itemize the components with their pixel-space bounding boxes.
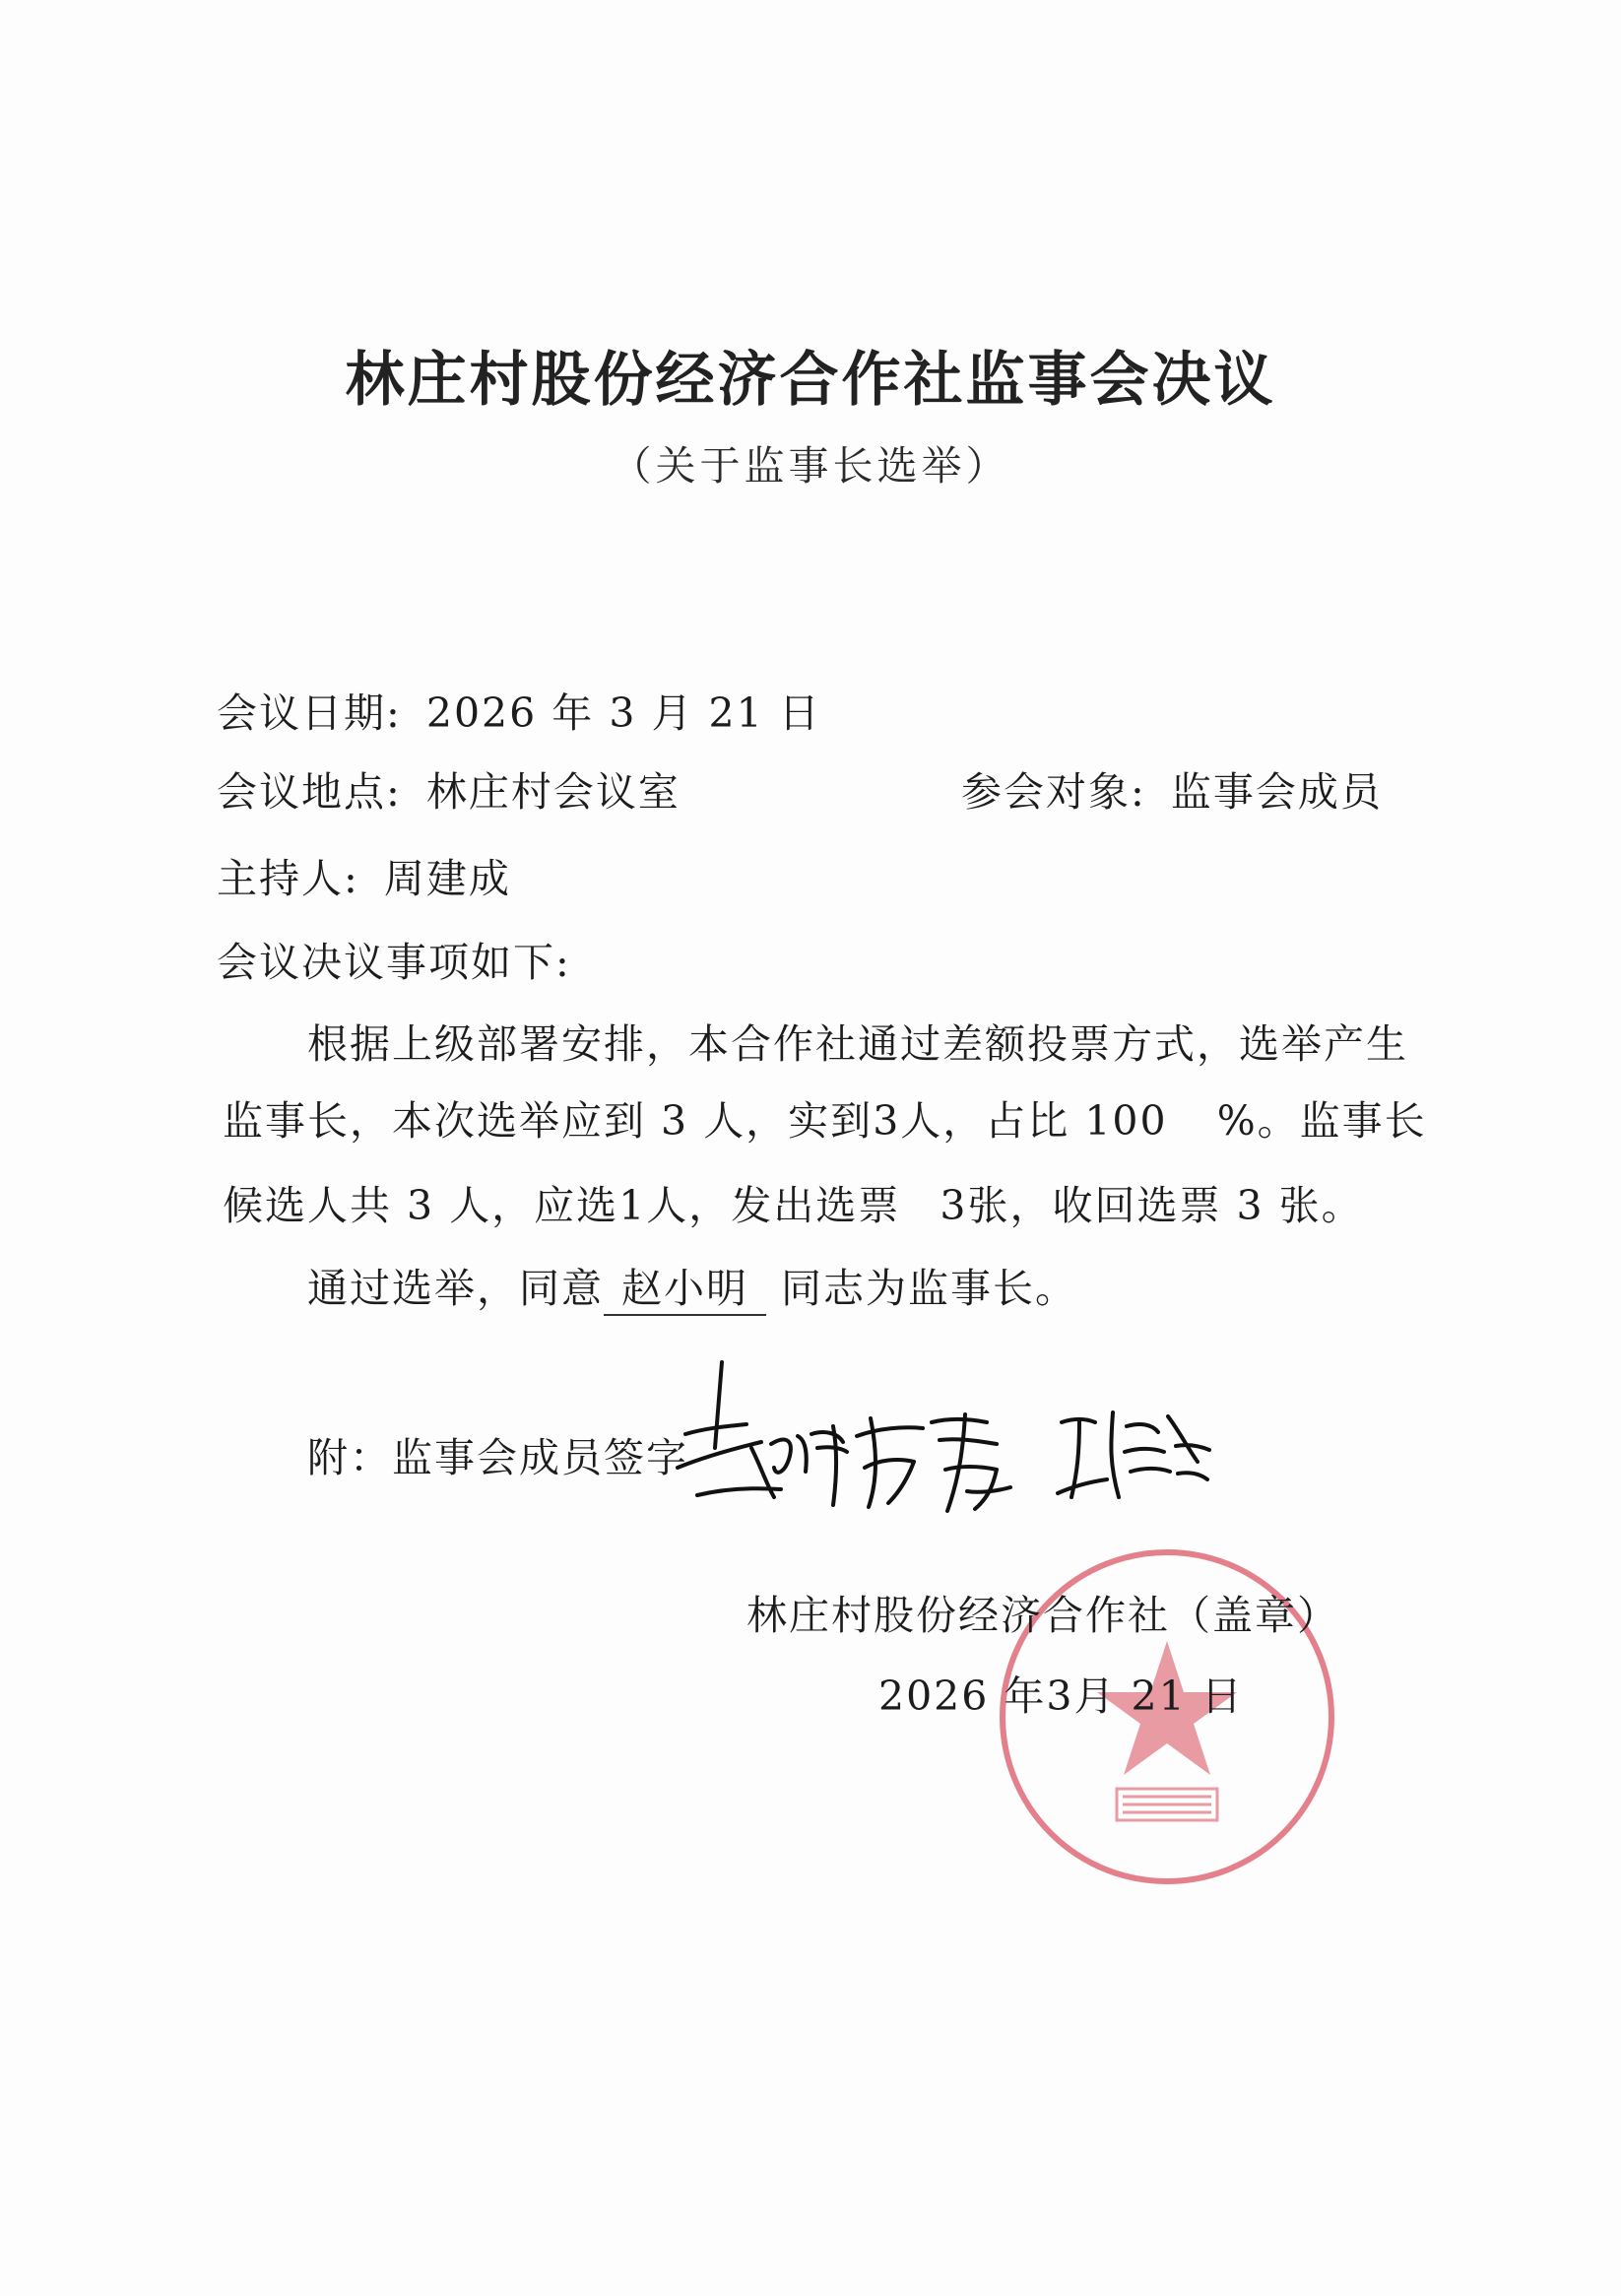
meeting-place-label: 会议地点: [217,768,402,816]
attendees-value: 监事会成员 [1170,768,1383,816]
attendance-ratio: 100 [1084,1097,1168,1145]
signing-date-month-char: 月 [1073,1673,1117,1720]
signing-date [878,1673,1244,1720]
actual-attend-count: 3 [873,1097,901,1145]
text-segment: 张，收回选票 [967,1182,1222,1229]
meeting-date-day: 21 [708,689,764,737]
meeting-date-label: 会议日期: [217,689,402,737]
signature-3-illustration [1050,1403,1217,1511]
election-result-line [307,1265,1078,1312]
text-segment: 人，发出选票 [646,1182,901,1229]
text-segment: 同志为监事长。 [781,1265,1078,1312]
attendees-label: 参会对象: [961,768,1146,816]
host-value: 周建成 [383,855,511,902]
signing-date-day: 21 [1131,1673,1187,1720]
signing-date-year-char: 年 [1004,1673,1047,1720]
attendees-row [961,768,1383,816]
meeting-place-value: 林庄村会议室 [425,768,681,816]
should-attend-count: 3 [661,1097,689,1145]
signature-1-illustration [668,1357,865,1525]
meeting-date-row [217,689,821,737]
returned-ballots: 3 [1236,1182,1264,1229]
meeting-date-month: 3 [609,689,637,737]
text-segment: 张。 [1278,1182,1364,1229]
meeting-date-year: 2026 [425,689,538,737]
text-segment: 人，实到 [703,1097,874,1145]
document-subtitle: （关于监事长选举） [611,442,1010,490]
text-segment: %。监事长 [1216,1097,1427,1145]
meeting-date-year-char: 年 [551,689,595,737]
body-paragraph-line-2 [223,1097,1427,1145]
host-label: 主持人: [217,855,359,902]
to-elect-count: 1 [618,1182,647,1229]
text-segment: 监事长，本次选举应到 [223,1097,646,1145]
text-segment: 人，占比 [900,1097,1070,1145]
issued-ballots: 3 [940,1182,968,1229]
body-paragraph-line-3 [223,1182,1364,1229]
document-title: 林庄村股份经济合作社监事会决议 [345,346,1276,415]
meeting-date-day-char: 日 [778,689,821,737]
signing-date-year: 2026 [878,1673,990,1720]
signature-2-illustration [849,1409,1016,1527]
meeting-date-month-char: 月 [651,689,694,737]
candidate-count: 3 [407,1182,435,1229]
elected-name: 赵小明 [604,1265,766,1316]
signing-date-month: 3 [1046,1673,1074,1720]
attachment-label: 附：监事会成员签字 [307,1434,688,1481]
text-segment: 人，应选 [449,1182,619,1229]
meeting-place-row [217,768,681,816]
text-segment: 通过选举，同意 [307,1265,604,1312]
signing-date-day-char: 日 [1200,1673,1244,1720]
text-segment: 候选人共 [223,1182,392,1229]
organization-line: 林庄村股份经济合作社（盖章） [746,1592,1339,1639]
items-heading: 会议决议事项如下: [217,939,571,986]
host-row [217,855,511,902]
body-paragraph-line-1: 根据上级部署安排，本合作社通过差额投票方式，选举产生 [307,1020,1408,1068]
